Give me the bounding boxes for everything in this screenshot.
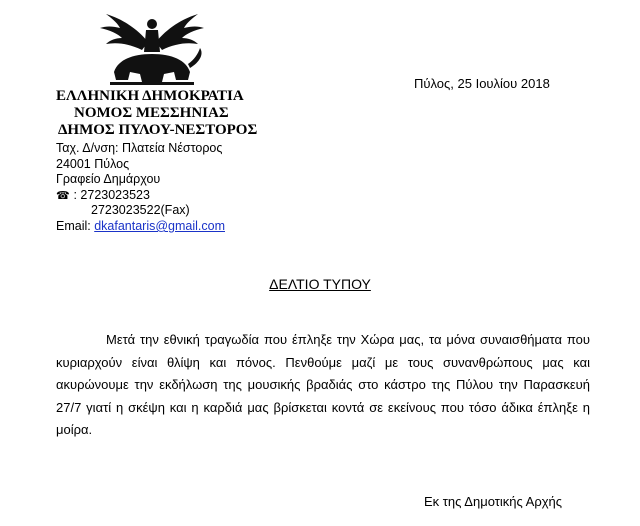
header-prefecture: ΝΟΜΟΣ ΜΕΣΣΗΝΙΑΣ bbox=[74, 105, 229, 121]
contact-phone-row bbox=[56, 188, 316, 204]
contact-postal: 24001 Πύλος bbox=[56, 156, 130, 171]
document-date: Πύλος, 25 Ιουλίου 2018 bbox=[414, 76, 550, 91]
contact-phone: : 2723023523 bbox=[70, 187, 150, 202]
signature: Εκ της Δημοτικής Αρχής bbox=[424, 494, 563, 509]
issuer-header bbox=[56, 88, 276, 139]
email-link[interactable]: dkafantaris@gmail.com bbox=[94, 218, 225, 233]
email-label: Email: bbox=[56, 218, 95, 233]
contact-address: Ταχ. Δ/νση: Πλατεία Νέστορος bbox=[56, 141, 223, 155]
document-title bbox=[0, 276, 640, 292]
header-municipality: ΔΗΜΟΣ ΠΥΛΟΥ-ΝΕΣΤΟΡΟΣ bbox=[58, 122, 258, 138]
title-text: ΔΕΛΤΙΟ ΤΥΠΟΥ bbox=[269, 276, 371, 292]
contact-email-row bbox=[56, 219, 316, 235]
contact-block bbox=[56, 141, 316, 235]
phone-icon: ☎ bbox=[56, 189, 70, 202]
body-paragraph: Μετά την εθνική τραγωδία που έπληξε την Χώρα μας, τα μόνα συναισθήματα που κυριαρχούν είναι θλίψη και πόνος. Πενθούμε μαζί με τους συνανθρώπους μας και ακυρώνουμε την εκδήλωση της μουσικής βραδιάς στο κάστρο της Πύλου την Παρασκευή 27/7 γιατί η σκέψη και η καρδιά μας βρίσκεται κοντά σε εκείνους που τόσο άδικα έπληξε η μοίρα. bbox=[56, 332, 590, 437]
header-country: ΕΛΛΗΝΙΚΗ ΔΗΜΟΚΡΑΤΙΑ bbox=[56, 88, 244, 104]
contact-office: Γραφείο Δημάρχου bbox=[56, 172, 161, 187]
municipal-emblem-icon bbox=[92, 2, 212, 88]
contact-fax: 2723023522(Fax) bbox=[91, 203, 190, 218]
